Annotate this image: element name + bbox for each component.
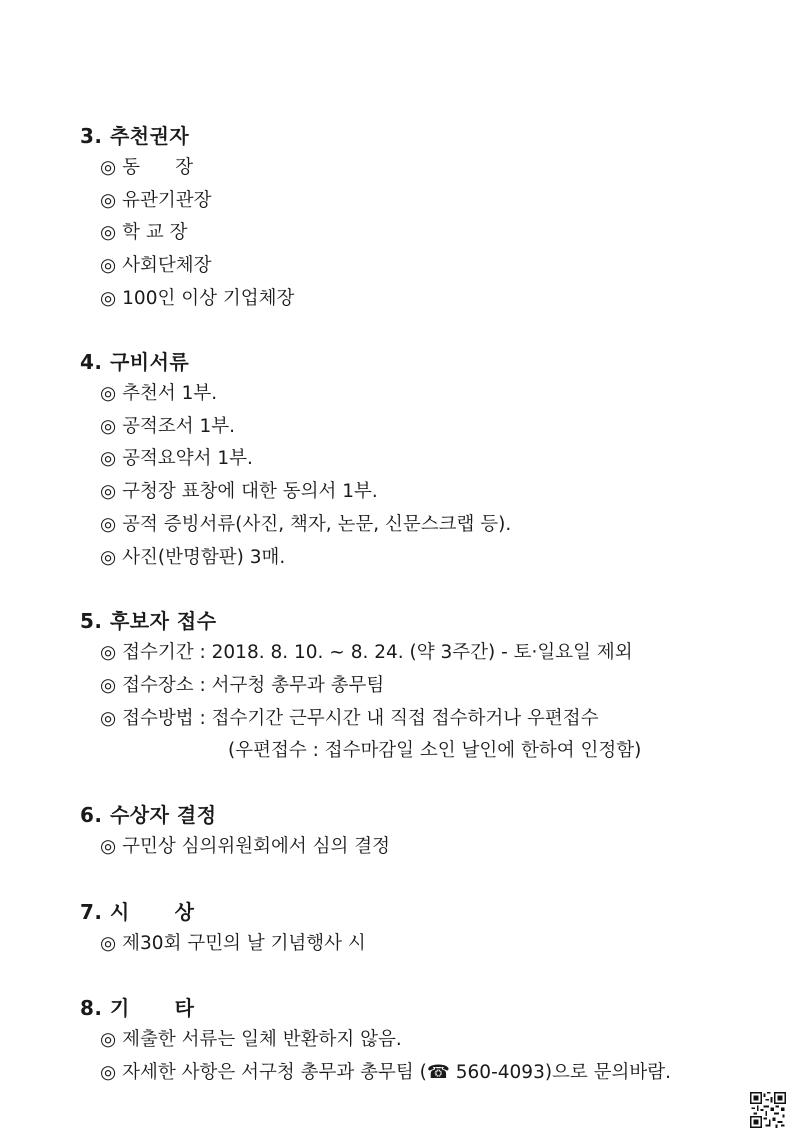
list-item: ◎ 추천서 1부. — [100, 383, 218, 404]
bullet-icon: ◎ — [100, 836, 117, 857]
bullet-icon: ◎ — [100, 383, 117, 404]
list-item: ◎ 동 장 — [100, 157, 194, 178]
bullet-icon: ◎ — [100, 514, 117, 535]
list-item: ◎ 접수기간 : 2018. 8. 10. ~ 8. 24. (약 3주간) - 토·일요일 제외 — [100, 642, 633, 663]
list-item: ◎ 접수장소 : 서구청 총무과 총무팀 — [100, 675, 385, 696]
section-heading-recommenders: 3. 추천권자 — [80, 124, 190, 148]
list-item: ◎ 구청장 표창에 대한 동의서 1부. — [100, 481, 378, 502]
list-item: ◎ 공적 증빙서류(사진, 책자, 논문, 신문스크랩 등). — [100, 514, 512, 535]
bullet-icon: ◎ — [100, 481, 117, 502]
list-item: ◎ 유관기관장 — [100, 190, 212, 211]
list-item: ◎ 100인 이상 기업체장 — [100, 288, 295, 309]
list-item: ◎ 자세한 사항은 서구청 총무과 총무팀 (☎ 560-4093)으로 문의바람. — [100, 1062, 672, 1083]
section-heading-other: 8. 기 타 — [80, 996, 195, 1020]
list-item: ◎ 구민상 심의위원회에서 심의 결정 — [100, 836, 390, 857]
list-item-continuation: (우편접수 : 접수마감일 소인 날인에 한하여 인정함) — [228, 740, 642, 761]
bullet-icon: ◎ — [100, 933, 117, 954]
bullet-icon: ◎ — [100, 675, 117, 696]
qr-code-icon — [750, 1092, 786, 1128]
list-item: ◎ 공적조서 1부. — [100, 416, 236, 437]
bullet-icon: ◎ — [100, 1029, 117, 1050]
section-heading-documents: 4. 구비서류 — [80, 350, 190, 374]
bullet-icon: ◎ — [100, 708, 117, 729]
bullet-icon: ◎ — [100, 1062, 117, 1083]
list-item: ◎ 접수방법 : 접수기간 근무시간 내 직접 접수하거나 우편접수 — [100, 708, 599, 729]
list-item: ◎ 제30회 구민의 날 기념행사 시 — [100, 933, 366, 954]
section-heading-decision: 6. 수상자 결정 — [80, 803, 217, 827]
section-heading-award: 7. 시 상 — [80, 900, 195, 924]
list-item: ◎ 사회단체장 — [100, 255, 212, 276]
bullet-icon: ◎ — [100, 190, 117, 211]
bullet-icon: ◎ — [100, 222, 117, 243]
bullet-icon: ◎ — [100, 448, 117, 469]
bullet-icon: ◎ — [100, 288, 117, 309]
bullet-icon: ◎ — [100, 416, 117, 437]
bullet-icon: ◎ — [100, 255, 117, 276]
bullet-icon: ◎ — [100, 547, 117, 568]
list-item: ◎ 학 교 장 — [100, 222, 188, 243]
bullet-icon: ◎ — [100, 157, 117, 178]
section-heading-application: 5. 후보자 접수 — [80, 609, 217, 633]
list-item: ◎ 공적요약서 1부. — [100, 448, 253, 469]
list-item: ◎ 사진(반명함판) 3매. — [100, 547, 286, 568]
bullet-icon: ◎ — [100, 642, 117, 663]
list-item: ◎ 제출한 서류는 일체 반환하지 않음. — [100, 1029, 402, 1050]
